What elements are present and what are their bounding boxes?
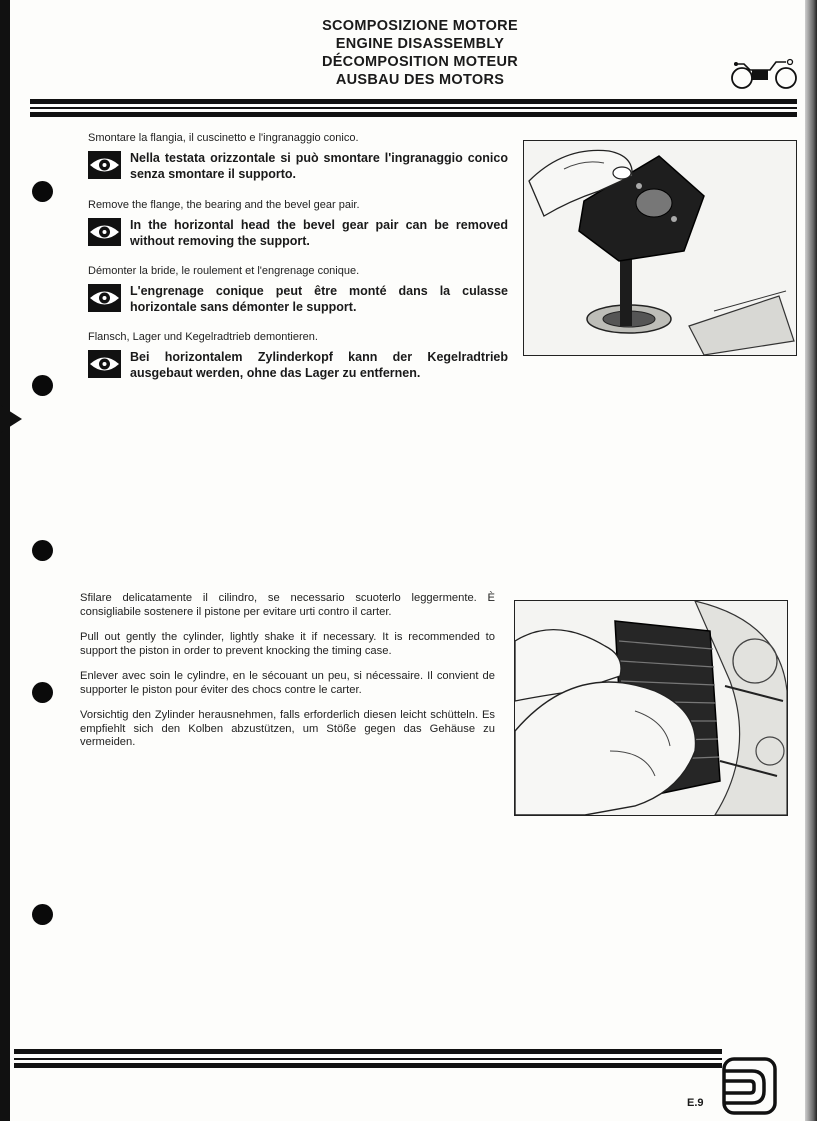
eye-icon: [88, 151, 121, 179]
illustration-cylinder: [515, 601, 787, 815]
punch-hole: [32, 181, 53, 202]
punch-hole: [32, 540, 53, 561]
motorcycle-icon: [730, 56, 798, 90]
punch-hole: [32, 904, 53, 925]
header-title-en: ENGINE DISASSEMBLY: [335, 36, 505, 52]
instruction-text: Smontare la flangia, il cuscinetto e l'ingranaggio conico.: [88, 132, 359, 144]
footer-rule: [14, 1063, 722, 1068]
instruction-text-de: Vorsichtig den Zylinder herausnehmen, falls erforderlich diesen leicht schütteln. Es empfiehlt sich den Kolben abzustützen, um Stöße gegen das Gehäuse zu vermeiden.: [80, 709, 495, 748]
eye-icon: [88, 350, 121, 378]
header-title-it: SCOMPOSIZIONE MOTORE: [322, 18, 518, 34]
page-header: [250, 17, 590, 89]
figure-bevel-gear-removal: [523, 140, 797, 356]
eye-icon: [88, 284, 121, 312]
warning-note: [88, 349, 508, 381]
footer-rule-thin: [14, 1058, 722, 1060]
brand-logo: [722, 1057, 777, 1115]
warning-note-text: L'engrenage conique peut être monté dans la culasse horizontale sans démonter le support.: [130, 284, 508, 314]
instruction-text: Flansch, Lager und Kegelradtrieb demontieren.: [88, 331, 318, 343]
instruction-block-en: [88, 199, 508, 249]
warning-note: [88, 283, 508, 315]
warning-note: [88, 217, 508, 249]
warning-note: [88, 150, 508, 182]
header-rule-thin: [30, 107, 797, 109]
instruction-text: Démonter la bride, le roulement et l'engrenage conique.: [88, 265, 360, 277]
page-notch: [0, 405, 22, 433]
punch-hole: [32, 682, 53, 703]
header-title-fr: DÉCOMPOSITION MOTEUR: [321, 54, 519, 70]
header-rule: [30, 112, 797, 117]
header-rule: [30, 99, 797, 104]
warning-note-text: Bei horizontalem Zylinderkopf kann der Kegelradtrieb ausgebaut werden, ohne das Lager zu entfernen.: [130, 350, 508, 380]
header-title-de: AUSBAU DES MOTORS: [335, 72, 505, 88]
instruction-block-de: [88, 331, 508, 381]
instruction-block-fr: [88, 265, 508, 315]
cylinder-removal-text: [80, 592, 495, 762]
footer-rule: [14, 1049, 722, 1054]
warning-note-text: In the horizontal head the bevel gear pair can be removed without removing the support.: [130, 218, 508, 248]
instruction-text: Remove the flange, the bearing and the bevel gear pair.: [88, 199, 360, 211]
instruction-block-it: [88, 132, 508, 182]
page-right-edge: [805, 0, 817, 1121]
illustration-bevel-gear: [524, 141, 796, 355]
punch-hole: [32, 375, 53, 396]
instruction-text-en: Pull out gently the cylinder, lightly shake it if necessary. It is recommended to support the piston in order to prevent knocking the timing case.: [80, 631, 495, 657]
warning-note-text: Nella testata orizzontale si può smontare l'ingranaggio conico senza smontare il supporto.: [130, 151, 508, 181]
eye-icon: [88, 218, 121, 246]
figure-cylinder-removal: [514, 600, 788, 816]
instruction-text-fr: Enlever avec soin le cylindre, en le sécouant un peu, si nécessaire. Il convient de supporter le piston pour éviter des chocs contre le carter.: [80, 670, 495, 696]
page-number: E.9: [687, 1097, 704, 1109]
page-left-edge: [0, 0, 10, 1121]
instruction-text-it: Sfilare delicatamente il cilindro, se necessario scuoterlo leggermente. È consigliabile sostenere il pistone per evitare urti contro il carter.: [80, 592, 495, 618]
